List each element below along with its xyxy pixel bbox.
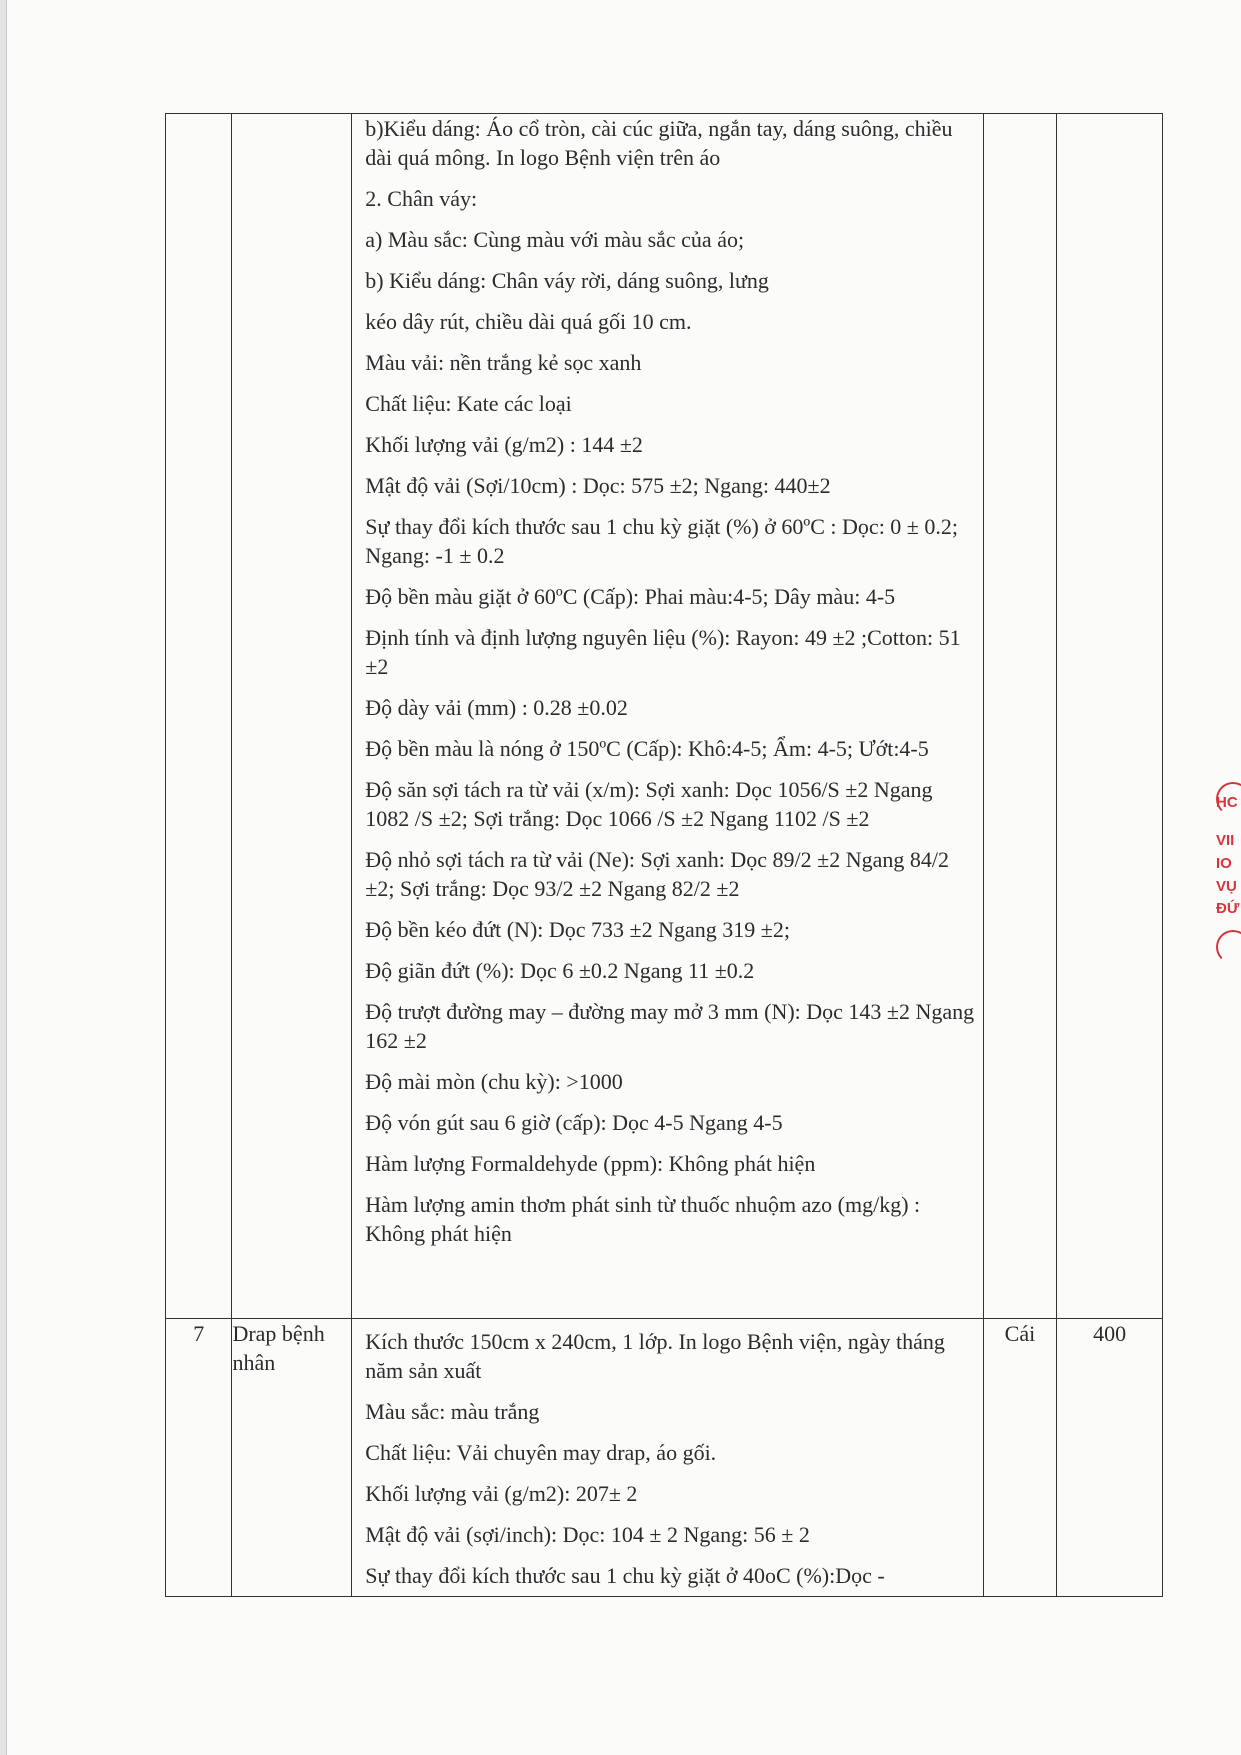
spec-line: Hàm lượng amin thơm phát sinh từ thuốc nhuộm azo (mg/kg) : Không phát hiện	[365, 1192, 921, 1246]
spec-line: Độ vón gút sau 6 giờ (cấp): Dọc 4-5 Ngang 4-5	[365, 1110, 783, 1135]
table-row-continued	[166, 114, 1163, 1319]
spec-line: Sự thay đổi kích thước sau 1 chu kỳ giặt ở 40oC (%):Dọc -	[365, 1563, 885, 1588]
stamp-text: IO	[1216, 855, 1232, 872]
spec-line: Chất liệu: Vải chuyên may drap, áo gối.	[365, 1440, 717, 1465]
spec-line: Chất liệu: Kate các loại	[365, 391, 572, 416]
spec-line: Khối lượng vải (g/m2): 207± 2	[365, 1481, 638, 1506]
stamp-arc-bottom	[1216, 930, 1241, 964]
quantity-cell: 400	[1057, 1319, 1163, 1597]
spec-lines-item-7	[352, 1319, 982, 1596]
stamp-text: VỤ	[1216, 878, 1237, 895]
spec-line: Hàm lượng Formaldehyde (ppm): Không phát hiện	[365, 1151, 816, 1176]
spec-line: Định tính và định lượng nguyên liệu (%): Rayon: 49 ±2 ;Cotton: 51 ±2	[365, 625, 961, 679]
name-cell-empty	[232, 114, 352, 1319]
spec-line: Sự thay đổi kích thước sau 1 chu kỳ giặt (%) ở 60ºC : Dọc: 0 ± 0.2; Ngang: -1 ± 0.2	[365, 514, 958, 568]
spec-line: Mật độ vải (sợi/inch): Dọc: 104 ± 2 Ngang: 56 ± 2	[365, 1522, 810, 1547]
item-name-cell: Drap bệnh nhân	[232, 1319, 352, 1597]
spec-line: b) Kiểu dáng: Chân váy rời, dáng suông, lưng	[365, 268, 769, 293]
spec-line: Độ dày vải (mm) : 0.28 ±0.02	[365, 695, 628, 720]
red-stamp-fragment	[1212, 780, 1241, 970]
specification-table	[165, 113, 1163, 1597]
spec-line: Độ bền màu giặt ở 60ºC (Cấp): Phai màu:4-5; Dây màu: 4-5	[365, 584, 896, 609]
unit-cell-empty	[983, 114, 1057, 1319]
spec-line: Độ giãn đứt (%): Dọc 6 ±0.2 Ngang 11 ±0.2	[365, 958, 755, 983]
spec-line: Mật độ vải (Sợi/10cm) : Dọc: 575 ±2; Ngang: 440±2	[365, 473, 831, 498]
spec-line: Độ trượt đường may – đường may mở 3 mm (N): Dọc 143 ±2 Ngang 162 ±2	[365, 999, 975, 1053]
stamp-text: VII	[1216, 832, 1235, 849]
table-row-item-7	[166, 1319, 1163, 1597]
spec-line: Độ bền màu là nóng ở 150ºC (Cấp): Khô:4-5; Ẩm: 4-5; Ướt:4-5	[365, 736, 929, 761]
spec-line: Kích thước 150cm x 240cm, 1 lớp. In logo Bệnh viện, ngày tháng năm sản xuất	[365, 1329, 945, 1383]
stt-cell-empty	[166, 114, 232, 1319]
spec-line: Độ săn sợi tách ra từ vải (x/m): Sợi xanh: Dọc 1056/S ±2 Ngang 1082 /S ±2; Sợi trắng: Dọc 1066 /S ±2 Ngang 1102 /S ±2	[365, 777, 933, 831]
quantity-cell-empty	[1057, 114, 1163, 1319]
page-edge-line	[6, 0, 7, 1755]
spec-line: Khối lượng vải (g/m2) : 144 ±2	[365, 432, 643, 457]
spec-line: Màu sắc: màu trắng	[365, 1399, 540, 1424]
spec-line: Độ bền kéo đứt (N): Dọc 733 ±2 Ngang 319 ±2;	[365, 917, 790, 942]
spec-cell-item-7	[352, 1319, 983, 1597]
spec-line: a) Màu sắc: Cùng màu với màu sắc của áo;	[365, 227, 745, 252]
spec-line: 2. Chân váy:	[365, 186, 478, 211]
stt-cell: 7	[166, 1319, 232, 1597]
spec-line: Màu vải: nền trắng kẻ sọc xanh	[365, 350, 642, 375]
stamp-text: HC	[1216, 794, 1238, 811]
spec-line: kéo dây rút, chiều dài quá gối 10 cm.	[365, 309, 692, 334]
unit-cell: Cái	[983, 1319, 1057, 1597]
stamp-text: ĐỨ	[1216, 900, 1240, 917]
spec-line: b)Kiểu dáng: Áo cổ tròn, cài cúc giữa, ngắn tay, dáng suông, chiều dài quá mông. In logo Bệnh viện trên áo	[365, 116, 953, 170]
spec-lines-continued	[352, 114, 982, 1254]
spec-cell-continued	[352, 114, 983, 1319]
spec-line: Độ mài mòn (chu kỳ): >1000	[365, 1069, 623, 1094]
spec-line: Độ nhỏ sợi tách ra từ vải (Ne): Sợi xanh: Dọc 89/2 ±2 Ngang 84/2 ±2; Sợi trắng: Dọc 93/2 ±2 Ngang 82/2 ±2	[365, 847, 950, 901]
